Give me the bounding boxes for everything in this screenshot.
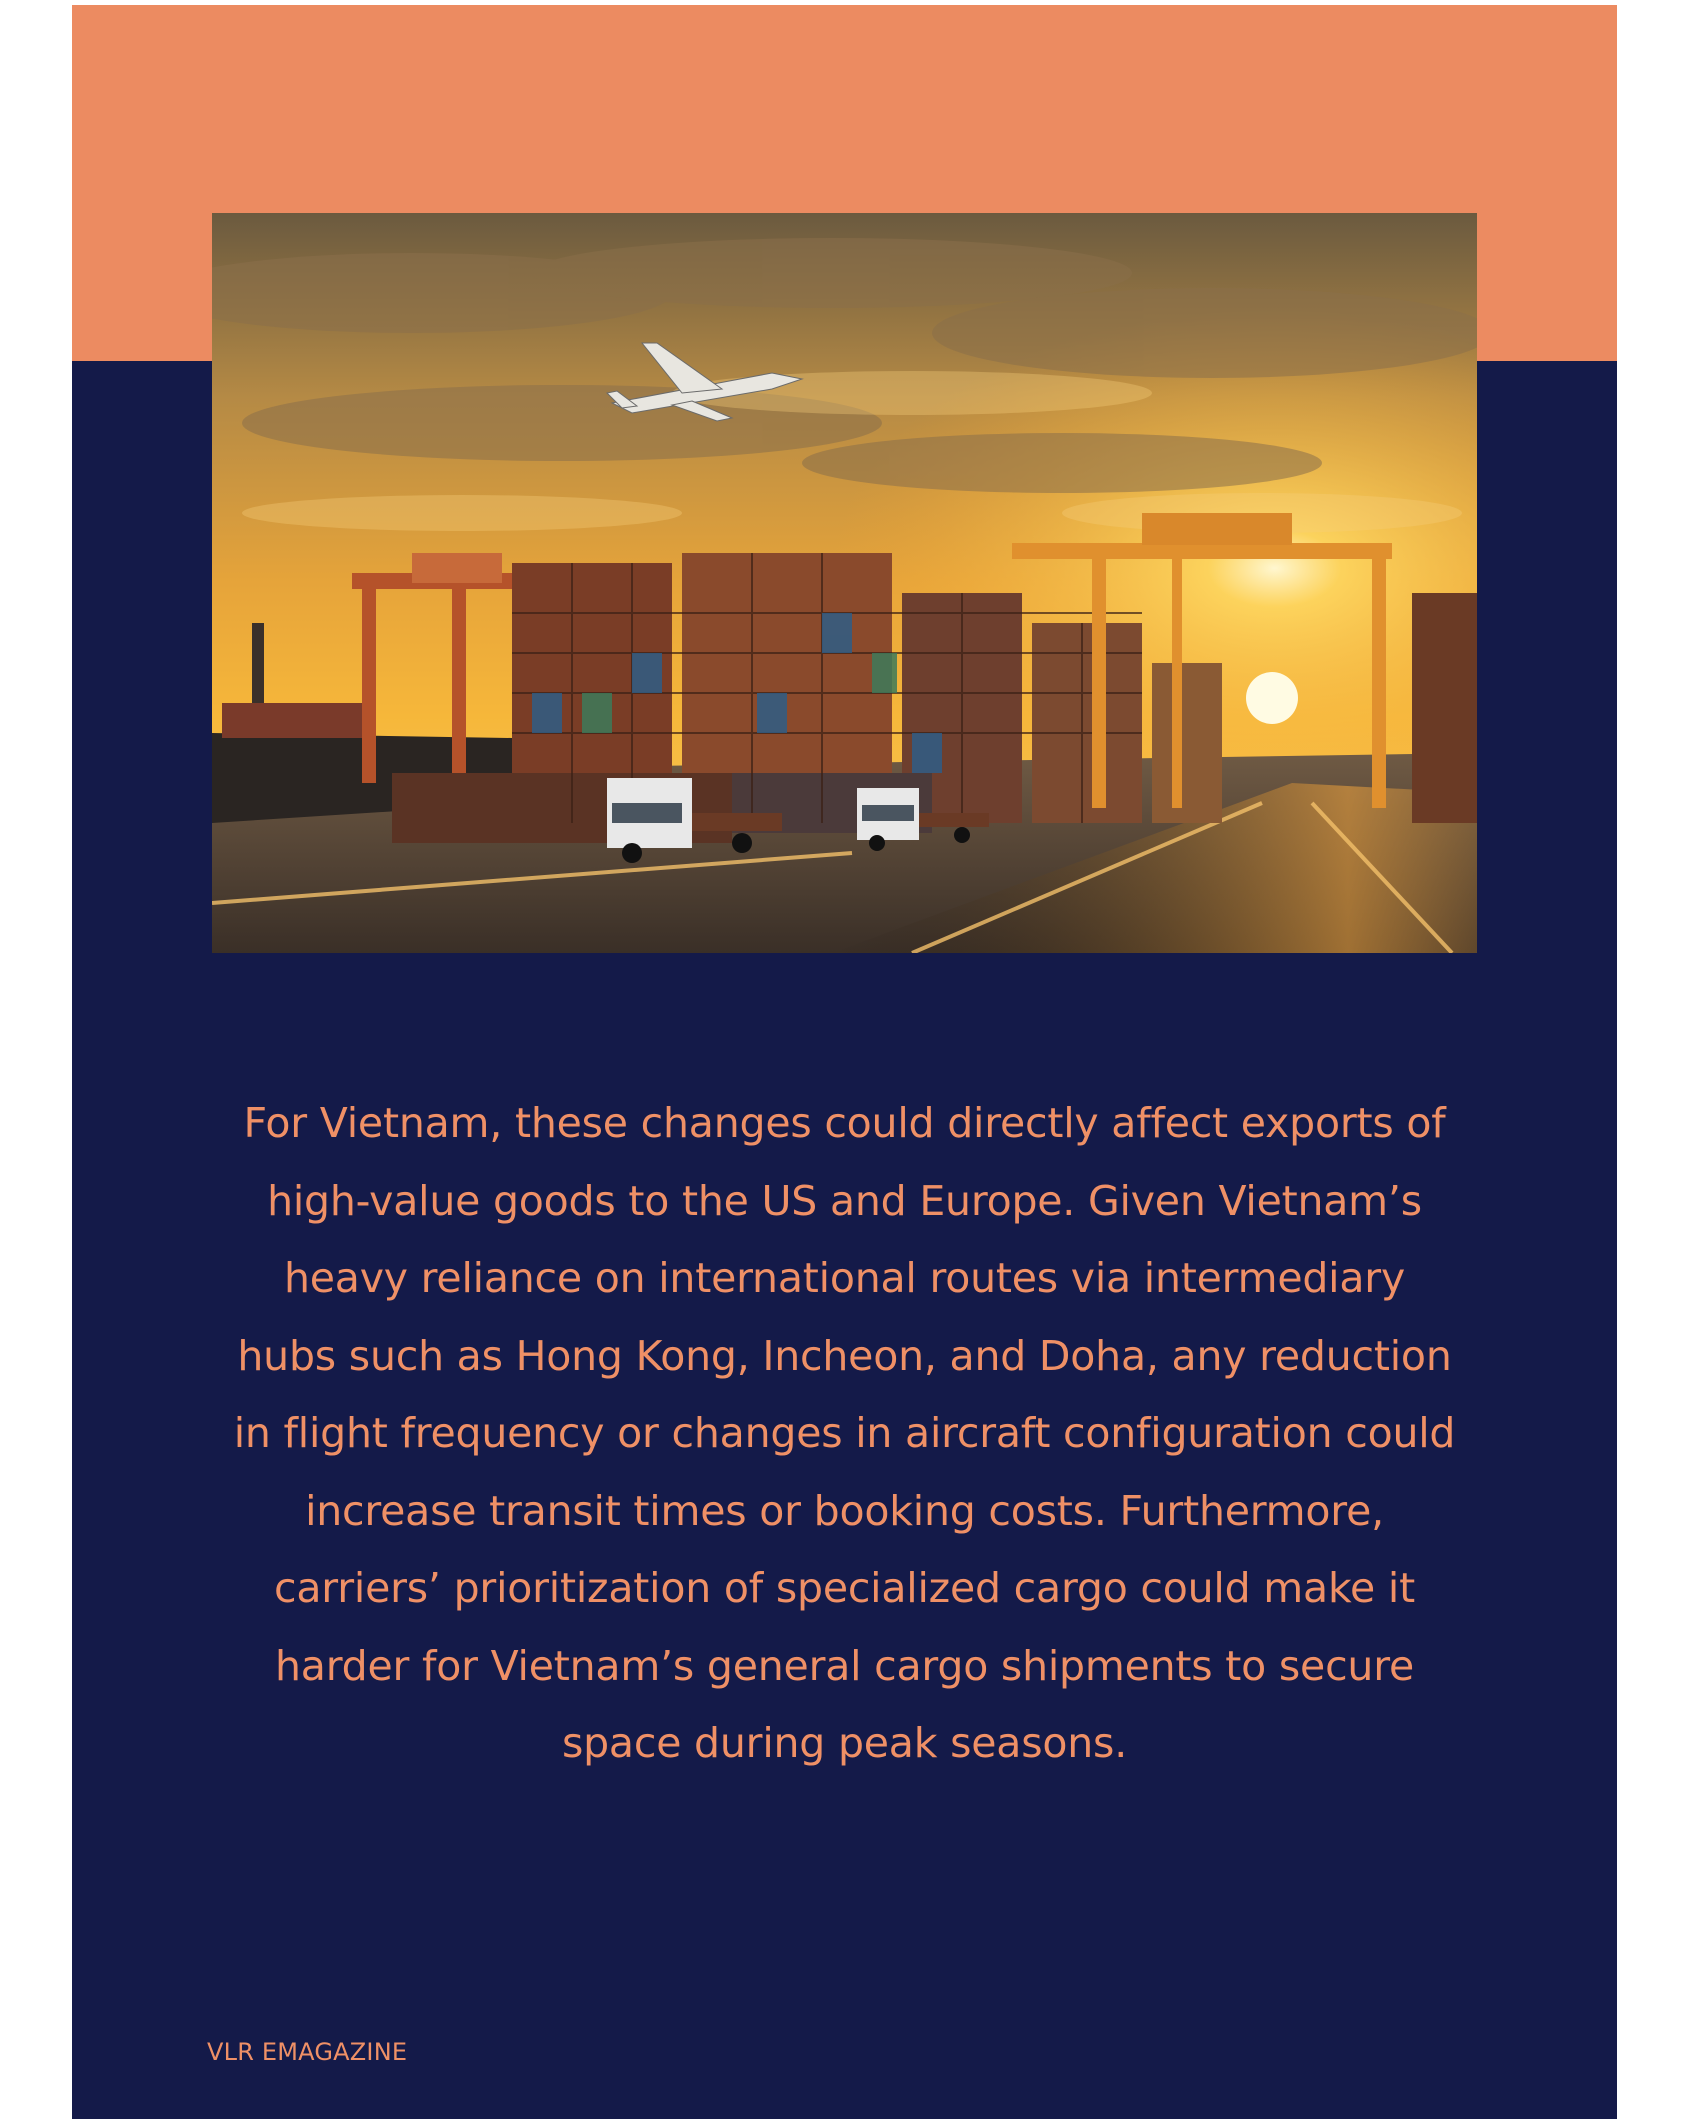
hero-image-port-sunset	[212, 213, 1477, 953]
article-paragraph: For Vietnam, these changes could directly affect exports of high-value goods to the US and Europe. Given Vietnam’s heavy reliance on international routes via intermediary hubs such as Hong Kong, Incheon, and Doha, any reduction in flight frequency or changes in aircraft configuration could increase transit times or booking costs. Furthermore, carriers’ prioritization of specialized cargo could make it harder for Vietnam’s general cargo shipments to secure space during peak seasons.	[233, 1099, 1456, 1767]
magazine-page	[72, 5, 1617, 2119]
publication-name: VLR EMAGAZINE	[207, 2038, 408, 2066]
